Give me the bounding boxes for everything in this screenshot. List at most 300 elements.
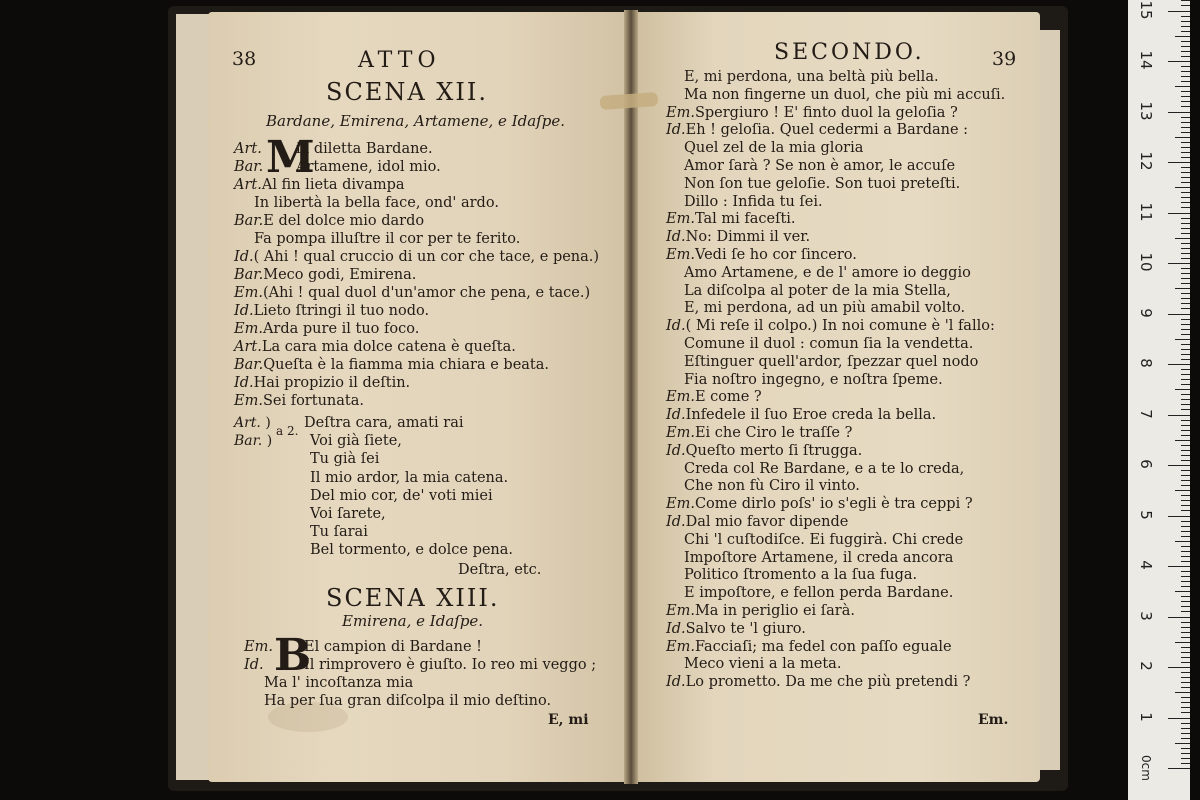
speaker-label: Id. — [666, 407, 686, 424]
ruler-tick — [1181, 172, 1190, 173]
ruler-tick — [1175, 440, 1190, 441]
ruler-tick — [1181, 622, 1190, 623]
book-gutter — [624, 10, 638, 784]
ruler-tick — [1181, 248, 1190, 249]
dialogue-line — [234, 356, 549, 374]
ruler-tick — [1181, 81, 1190, 82]
ruler-tick — [1181, 258, 1190, 259]
verse-text: E, mi perdona, ad un più amabil volto. — [684, 300, 966, 317]
speaker-label: Em. — [234, 285, 263, 301]
verse-text: Il rimprovero è giuſto. Io reo mi veggo ; — [304, 657, 597, 673]
ruler-tick — [1181, 283, 1190, 284]
dialogue-line — [666, 673, 970, 691]
running-head-left: ATTO — [358, 48, 441, 73]
dialogue-line — [684, 549, 953, 567]
ruler-label: 14 — [1137, 50, 1155, 70]
ruler-tick — [1168, 667, 1190, 668]
ruler-tick — [1181, 682, 1190, 683]
ruler-tick — [1175, 288, 1190, 289]
dialogue-line — [234, 374, 410, 392]
speaker-label: Em. — [234, 321, 263, 337]
ruler-tick — [1181, 571, 1190, 572]
verse-text: Eh ! geloſia. Quel cedermi a Bardane : — [685, 122, 969, 139]
verse-text: ( Ahi ! qual cruccio di un cor che tace, e pena.) — [253, 249, 600, 265]
dialogue-line — [666, 442, 862, 460]
ruler-tick — [1181, 374, 1190, 375]
speaker-label: Em. — [666, 638, 695, 655]
ruler-tick — [1181, 521, 1190, 522]
ruler-tick — [1181, 753, 1190, 754]
verse-text: Hai propizio il deſtin. — [253, 375, 411, 391]
dialogue-line — [666, 602, 855, 620]
speaker-label: Art. — [234, 141, 262, 157]
dialogue-line — [666, 638, 952, 656]
dialogue-line — [684, 353, 978, 371]
speaker-label: Bar. — [234, 213, 264, 229]
ruler-tick — [1181, 404, 1190, 405]
duet-line — [310, 505, 386, 523]
ruler-tick — [1181, 51, 1190, 52]
ruler-tick — [1181, 359, 1190, 360]
verse-text: Ma non fingerne un duol, che più mi accuſi. — [684, 86, 1006, 103]
ruler-tick — [1181, 76, 1190, 77]
ruler-tick — [1181, 505, 1190, 506]
ruler-tick — [1181, 702, 1190, 703]
verse-text: Infedele il ſuo Eroe creda la bella. — [685, 407, 937, 424]
ruler-tick — [1181, 46, 1190, 47]
ruler-tick — [1175, 238, 1190, 239]
ruler-tick — [1181, 677, 1190, 678]
ruler-tick — [1181, 303, 1190, 304]
verse-text: Spergiuro ! E' finto duol la geloſia ? — [694, 104, 958, 121]
page-number-left: 38 — [232, 48, 257, 70]
dialogue-line — [666, 121, 968, 139]
ruler-tick — [1181, 66, 1190, 67]
ruler-tick — [1181, 450, 1190, 451]
speaker-label: Id. — [666, 229, 686, 246]
verse-text: Ha per ſua gran diſcolpa il mio deſtino. — [264, 693, 552, 709]
ruler-tick — [1181, 142, 1190, 143]
ruler-tick — [1181, 369, 1190, 370]
ruler-tick — [1168, 415, 1190, 416]
dialogue-line — [684, 460, 964, 478]
dialogue-line — [234, 176, 405, 194]
verse-text: Queſta è la fiamma mia chiara e beata. — [263, 357, 550, 373]
ruler-tick — [1181, 758, 1190, 759]
ruler-tick — [1181, 182, 1190, 183]
verse-text: Dillo : Infida tu ſei. — [684, 193, 823, 210]
verse-text: Impoſtore Artamene, il creda ancora — [684, 549, 954, 566]
ruler-tick — [1181, 586, 1190, 587]
speaker-label: Bar. — [234, 357, 264, 373]
ruler-tick — [1181, 177, 1190, 178]
duet-line — [310, 450, 379, 468]
ruler-tick — [1181, 157, 1190, 158]
ruler-label: 6 — [1137, 459, 1155, 469]
dialogue-line — [254, 230, 520, 248]
verse-text: Meco vieni a la meta. — [684, 656, 842, 673]
verse-text: Meco godi, Emirena. — [263, 267, 417, 283]
dialogue-line — [234, 338, 516, 356]
duet-speaker-1: Art. — [234, 415, 261, 431]
speaker-label: Art. — [234, 339, 262, 355]
dialogue-line — [234, 140, 433, 158]
ruler-tick — [1168, 263, 1190, 264]
dialogue-line — [666, 620, 806, 638]
verse-text: La cara mia dolce catena è queſta. — [261, 339, 516, 355]
dialogue-line — [684, 584, 953, 602]
speaker-label: Id. — [666, 122, 686, 139]
dialogue-line — [684, 139, 863, 157]
ruler-tick — [1181, 41, 1190, 42]
dialogue-line — [234, 266, 416, 284]
duet-marker: a 2. — [276, 424, 299, 438]
duet-speakers: Art. ) Bar. ) — [234, 415, 273, 449]
dialogue-line — [684, 157, 955, 175]
verse-text: Fia noſtro ingegno, e noſtra ſpeme. — [684, 371, 943, 388]
verse-text: Artamene, idol mio. — [296, 159, 441, 175]
ruler-tick — [1181, 329, 1190, 330]
speaker-label: Bar. — [234, 159, 264, 175]
ruler-tick — [1181, 122, 1190, 123]
dialogue-line — [684, 282, 951, 300]
dialogue-line — [684, 175, 960, 193]
ruler-tick — [1181, 627, 1190, 628]
verse-text: Quel zel de la mia gloria — [684, 140, 864, 157]
verse-text: Creda col Re Bardane, e a te lo creda, — [684, 460, 965, 477]
ruler-tick — [1181, 460, 1190, 461]
ruler-tick — [1175, 36, 1190, 37]
ruler-tick — [1181, 0, 1190, 1]
verse-text: Sei fortunata. — [262, 393, 364, 409]
duet-line — [310, 541, 513, 559]
page-number-right: 39 — [992, 48, 1017, 70]
ruler-tick — [1181, 344, 1190, 345]
verse-text: Chi 'l cuſtodiſce. Ei fuggirà. Chi crede — [684, 531, 964, 548]
verse-text: E, mi perdona, una beltà più bella. — [684, 69, 939, 85]
ruler-tick — [1181, 243, 1190, 244]
verse-text: No: Dimmi il ver. — [685, 229, 811, 246]
ruler-tick — [1175, 541, 1190, 542]
ruler-tick — [1181, 485, 1190, 486]
verse-text: Del mio cor, de' voti miei — [310, 487, 493, 504]
ruler-tick — [1181, 435, 1190, 436]
dialogue-line — [234, 392, 364, 410]
ruler-label: 1 — [1137, 711, 1155, 722]
ruler-tick — [1168, 213, 1190, 214]
dialogue-line — [684, 193, 823, 211]
ruler-tick — [1181, 510, 1190, 511]
dialogue-line — [684, 531, 963, 549]
dialogue-line — [684, 86, 1005, 104]
ruler-tick — [1181, 531, 1190, 532]
ruler-tick — [1181, 445, 1190, 446]
ruler-label: 9 — [1137, 307, 1155, 318]
verse-text: Non ſon tue geloſie. Son tuoi preteſti. — [684, 175, 961, 192]
ruler-tick — [1181, 106, 1190, 107]
ruler-tick — [1181, 748, 1190, 749]
verse-text: Tal mi faceſti. — [694, 211, 796, 228]
verse-text: Lieto ſtringi il tuo nodo. — [253, 303, 430, 319]
speaker-label: Em. — [666, 247, 695, 263]
dialogue-line — [666, 424, 852, 442]
ruler-tick — [1181, 425, 1190, 426]
verse-text: Tu ſarai — [310, 524, 368, 541]
verse-text: Tu già ſei — [310, 451, 380, 468]
ruler-tick — [1181, 349, 1190, 350]
ruler-tick — [1181, 728, 1190, 729]
verse-text: E impoſtore, e fellon perda Bardane. — [684, 585, 954, 602]
dialogue-line — [684, 477, 860, 495]
ruler-tick — [1181, 576, 1190, 577]
ruler-tick — [1168, 566, 1190, 567]
ruler-tick — [1168, 768, 1190, 769]
verse-text: Amor ſarà ? Se non è amor, le accuſe — [684, 158, 956, 174]
verse-text: E come ? — [694, 389, 762, 406]
ruler-label: 12 — [1137, 151, 1155, 171]
ruler-tick — [1175, 591, 1190, 592]
ruler-label: 7 — [1137, 408, 1155, 419]
ruler-tick — [1181, 480, 1190, 481]
speaker-label: Em. — [244, 639, 273, 655]
speaker-label: Bar. — [234, 267, 264, 283]
speaker-label: Em. — [666, 496, 695, 513]
ruler-tick — [1181, 611, 1190, 612]
verse-text: Vedi ſe ho cor ſincero. — [694, 247, 857, 263]
ruler-tick — [1175, 743, 1190, 744]
scene-xiii-title: SCENA XIII. — [326, 584, 500, 612]
ruler-tick — [1168, 364, 1190, 365]
ruler-tick — [1175, 692, 1190, 693]
ruler-tick — [1181, 293, 1190, 294]
dialogue-line — [666, 495, 973, 513]
dialogue-line — [244, 656, 596, 674]
dropcap-m: M — [266, 132, 315, 183]
verse-text: Dal mio favor dipende — [685, 514, 849, 530]
speaker-label: Id. — [666, 442, 686, 459]
verse-text: Ma l' incoſtanza mia — [264, 675, 414, 691]
dialogue-line — [234, 302, 429, 320]
ruler-tick — [1181, 384, 1190, 385]
ruler-tick — [1181, 152, 1190, 153]
verse-text: Bel tormento, e dolce pena. — [310, 542, 514, 559]
ruler-tick — [1181, 546, 1190, 547]
ruler-label: 8 — [1137, 358, 1155, 368]
ruler-tick — [1181, 21, 1190, 22]
dialogue-line — [254, 194, 499, 212]
ruler-tick — [1181, 697, 1190, 698]
dialogue-line — [666, 388, 762, 406]
ruler-tick — [1181, 56, 1190, 57]
ruler-tick — [1181, 652, 1190, 653]
dialogue-line — [234, 248, 599, 266]
dialogue-line — [234, 284, 590, 302]
measurement-ruler — [1128, 0, 1190, 800]
ruler-tick — [1181, 394, 1190, 395]
ruler-label: 3 — [1137, 610, 1155, 621]
duet-line — [310, 432, 402, 450]
ruler-tick — [1181, 581, 1190, 582]
speaker-label: Id. — [666, 620, 686, 637]
ruler-tick — [1181, 117, 1190, 118]
ruler-tick — [1175, 187, 1190, 188]
dialogue-line — [666, 210, 796, 228]
verse-text: Che non fù Ciro il vinto. — [684, 478, 860, 495]
verse-text: Deſtra cara, amati rai — [304, 415, 464, 431]
ruler-tick — [1181, 127, 1190, 128]
duet-line — [304, 414, 463, 432]
ruler-tick — [1181, 632, 1190, 633]
ruler-tick — [1181, 26, 1190, 27]
verse-text: Voi già ſiete, — [310, 433, 402, 450]
ruler-tick — [1181, 202, 1190, 203]
ruler-tick — [1181, 197, 1190, 198]
ruler-tick — [1181, 354, 1190, 355]
dialogue-line — [666, 228, 810, 246]
verse-text: Come dirlo poſs' io s'egli è tra ceppi ? — [694, 496, 973, 513]
ruler-tick — [1181, 399, 1190, 400]
ruler-tick — [1181, 687, 1190, 688]
ruler-tick — [1181, 5, 1190, 6]
scene-xii-cast: Bardane, Emirena, Artamene, e Idaſpe. — [266, 112, 565, 130]
ruler-tick — [1181, 319, 1190, 320]
scene-xiii-cast: Emirena, e Idaſpe. — [342, 612, 484, 630]
ruler-tick — [1175, 389, 1190, 390]
ruler-tick — [1181, 379, 1190, 380]
ruler-tick — [1181, 233, 1190, 234]
verse-text: Ei che Ciro le traſſe ? — [694, 425, 853, 441]
speaker-label: Em. — [234, 393, 263, 409]
ruler-tick — [1181, 101, 1190, 102]
speaker-label: Id. — [234, 375, 254, 391]
verse-text: Al fin lieta divampa — [261, 177, 405, 193]
ruler-tick — [1181, 662, 1190, 663]
verse-text: Voi ſarete, — [310, 506, 386, 522]
ruler-tick — [1181, 31, 1190, 32]
speaker-label: Id. — [666, 318, 686, 335]
dialogue-line — [234, 212, 424, 230]
ruler-tick — [1181, 228, 1190, 229]
ruler-label: 11 — [1137, 201, 1155, 222]
speaker-label: Em. — [666, 104, 695, 121]
verse-text: ia diletta Bardane. — [296, 141, 433, 157]
ruler-tick — [1175, 86, 1190, 87]
verse-text: Fa pompa illuſtre il cor per te ferito. — [254, 231, 521, 247]
ruler-tick — [1181, 253, 1190, 254]
verse-text: El campion di Bardane ! — [304, 639, 482, 655]
ruler-tick — [1181, 298, 1190, 299]
dropcap-b: B — [274, 630, 312, 681]
ruler-label: 15 — [1137, 0, 1155, 20]
verse-text: Politico ſtromento a la ſua fuga. — [684, 567, 918, 584]
dialogue-line — [684, 299, 965, 317]
ruler-tick — [1175, 490, 1190, 491]
ruler-tick — [1181, 470, 1190, 471]
dialogue-line — [666, 406, 936, 424]
ruler-tick — [1175, 137, 1190, 138]
verse-text: Eſtinguer quell'ardor, ſpezzar quel nodo — [684, 353, 979, 370]
ruler-label: 5 — [1137, 509, 1155, 520]
ruler-tick — [1181, 707, 1190, 708]
ruler-tick — [1181, 273, 1190, 274]
verse-text: (Ahi ! qual duol d'un'amor che pena, e tace.) — [262, 285, 591, 301]
speaker-label: Em. — [666, 389, 695, 406]
verse-text: Ma in periglio ei ſarà. — [694, 603, 855, 619]
ruler-tick — [1181, 91, 1190, 92]
ruler-tick — [1168, 11, 1190, 12]
ruler-tick — [1181, 308, 1190, 309]
ruler-tick — [1168, 162, 1190, 163]
ruler-tick — [1168, 516, 1190, 517]
ruler-tick — [1181, 268, 1190, 269]
ruler-tick — [1168, 617, 1190, 618]
dialogue-line — [264, 692, 551, 710]
ruler-tick — [1181, 334, 1190, 335]
left-page — [208, 12, 628, 782]
speaker-label: Id. — [666, 514, 686, 530]
running-head-right: SECONDO. — [774, 40, 925, 65]
verse-text: E del dolce mio dardo — [263, 213, 425, 229]
ruler-tick — [1181, 606, 1190, 607]
scene-xii-title: SCENA XII. — [326, 78, 488, 106]
ruler-tick — [1181, 561, 1190, 562]
ruler-tick — [1181, 657, 1190, 658]
ruler-tick — [1181, 763, 1190, 764]
speaker-label: Em. — [666, 603, 695, 619]
dialogue-line — [684, 68, 939, 86]
ruler-tick — [1168, 465, 1190, 466]
ruler-tick — [1168, 718, 1190, 719]
catchword-left: E, mi — [548, 712, 589, 728]
ruler-tick — [1181, 223, 1190, 224]
dialogue-line — [234, 158, 441, 176]
catchword-right: Em. — [978, 712, 1009, 728]
dialogue-line — [666, 104, 958, 122]
ruler-tick — [1181, 132, 1190, 133]
ruler-tick — [1181, 409, 1190, 410]
ruler-label: 13 — [1137, 100, 1155, 121]
ruler-tick — [1181, 455, 1190, 456]
ruler-tick — [1181, 556, 1190, 557]
ruler-label: 10 — [1137, 252, 1155, 272]
speaker-label: Id. — [234, 249, 254, 265]
ruler-tick — [1181, 672, 1190, 673]
ruler-tick — [1181, 712, 1190, 713]
verse-text: Facciaſi; ma fedel con paſſo eguale — [694, 638, 952, 655]
ruler-tick — [1181, 430, 1190, 431]
speaker-label: Id. — [666, 674, 686, 691]
speaker-label: Em. — [666, 211, 695, 228]
ruler-tick — [1181, 207, 1190, 208]
verse-text: Il mio ardor, la mia catena. — [310, 469, 509, 486]
ruler-tick — [1181, 167, 1190, 168]
ruler-tick — [1181, 420, 1190, 421]
ruler-tick — [1181, 475, 1190, 476]
ruler-label: 2 — [1137, 661, 1155, 671]
ruler-tick — [1181, 738, 1190, 739]
verse-text: Lo prometto. Da me che più pretendi ? — [685, 674, 971, 691]
ruler-tick — [1181, 647, 1190, 648]
ruler-tick — [1181, 192, 1190, 193]
dialogue-line — [244, 638, 482, 656]
verse-text: La diſcolpa al poter de la mia Stella, — [684, 282, 951, 299]
right-page — [634, 12, 1040, 782]
ruler-tick — [1175, 642, 1190, 643]
speaker-label: Art. — [234, 177, 262, 193]
dialogue-line — [684, 655, 841, 673]
ruler-tick — [1168, 314, 1190, 315]
ruler-tick — [1181, 526, 1190, 527]
